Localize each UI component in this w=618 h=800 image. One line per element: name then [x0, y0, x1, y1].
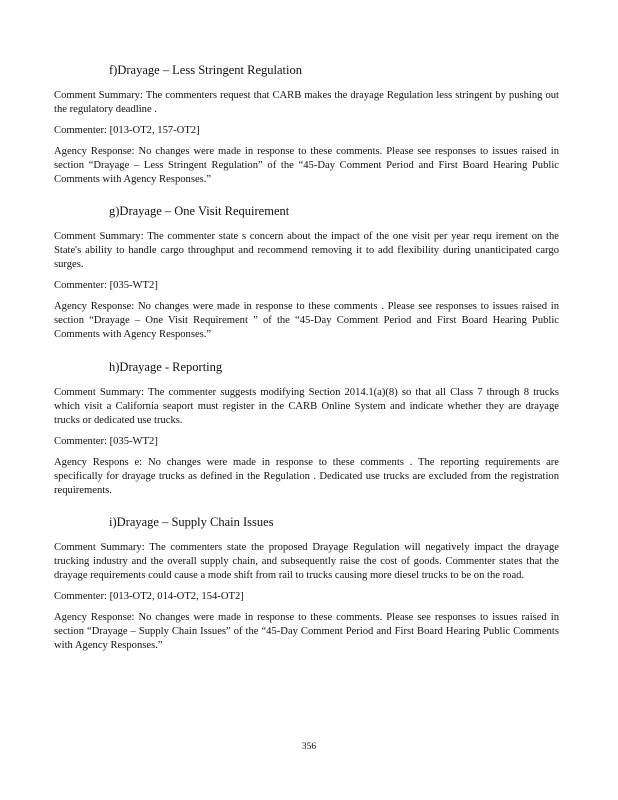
section-heading: i)Drayage – Supply Chain Issues — [109, 515, 274, 529]
commenter-list: Commenter: [035-WT2] — [54, 280, 158, 291]
agency-response: Agency Response: No changes were made in response to these comments. Please see responses to issues raised in section “Drayage – Less Stringent Regulation” of the “45-Day Comment Period and First Board Hearing Public Comments with Agency Responses.” — [54, 146, 559, 185]
section-less-stringent-regulation — [54, 63, 559, 187]
agency-response: Agency Respons e: No changes were made in response to these comments . The reporting requirements are specifically for drayage trucks as defined in the Regulation . Dedicated use trucks are excluded from the registration requirements. — [54, 457, 559, 496]
commenter-list: Commenter: [035-WT2] — [54, 436, 158, 447]
section-supply-chain-issues — [54, 515, 559, 653]
section-heading: g)Drayage – One Visit Requirement — [109, 204, 290, 218]
comment-summary: Comment Summary: The commenters state the proposed Drayage Regulation will negatively impact the drayage trucking industry and the overall supply chain, and subsequently raise the cost of goods. Commenter states that the drayage requirements could cause a mode shift from rail to trucks causing more diesel trucks to be on the road. — [54, 542, 559, 581]
comment-summary: Comment Summary: The commenter state s concern about the impact of the one visit per year requ irement on the State's ability to handle cargo throughput and recommend removing it to add flexibility during unanticipated cargo surges. — [54, 231, 559, 270]
commenter-list: Commenter: [013-OT2, 014-OT2, 154-OT2] — [54, 591, 244, 602]
page-number: 356 — [301, 742, 317, 752]
agency-response: Agency Response: No changes were made in response to these comments . Please see responses to issues raised in section “Drayage – One Visit Requirement ” of the “45-Day Comment Period and First Board Hearing Public Comments with Agency Responses.” — [54, 301, 559, 340]
section-one-visit-requirement — [54, 204, 559, 342]
agency-response: Agency Response: No changes were made in response to these comments. Please see responses to issues raised in section “Drayage – Supply Chain Issues” of the “45-Day Comment Period and First Board Hearing Public Comments with Agency Responses.” — [54, 612, 559, 651]
section-reporting — [54, 360, 559, 498]
section-heading: f)Drayage – Less Stringent Regulation — [109, 63, 303, 77]
section-heading: h)Drayage - Reporting — [109, 360, 223, 374]
comment-summary: Comment Summary: The commenters request that CARB makes the drayage Regulation less stringent by pushing out the regulatory deadline . — [54, 90, 559, 115]
commenter-list: Commenter: [013-OT2, 157-OT2] — [54, 125, 200, 136]
comment-summary: Comment Summary: The commenter suggests modifying Section 2014.1(a)(8) so that all Class 7 through 8 trucks which visit a California seaport must register in the CARB Online System and indicate whether they are drayage trucks or dedicated use trucks. — [54, 387, 559, 426]
